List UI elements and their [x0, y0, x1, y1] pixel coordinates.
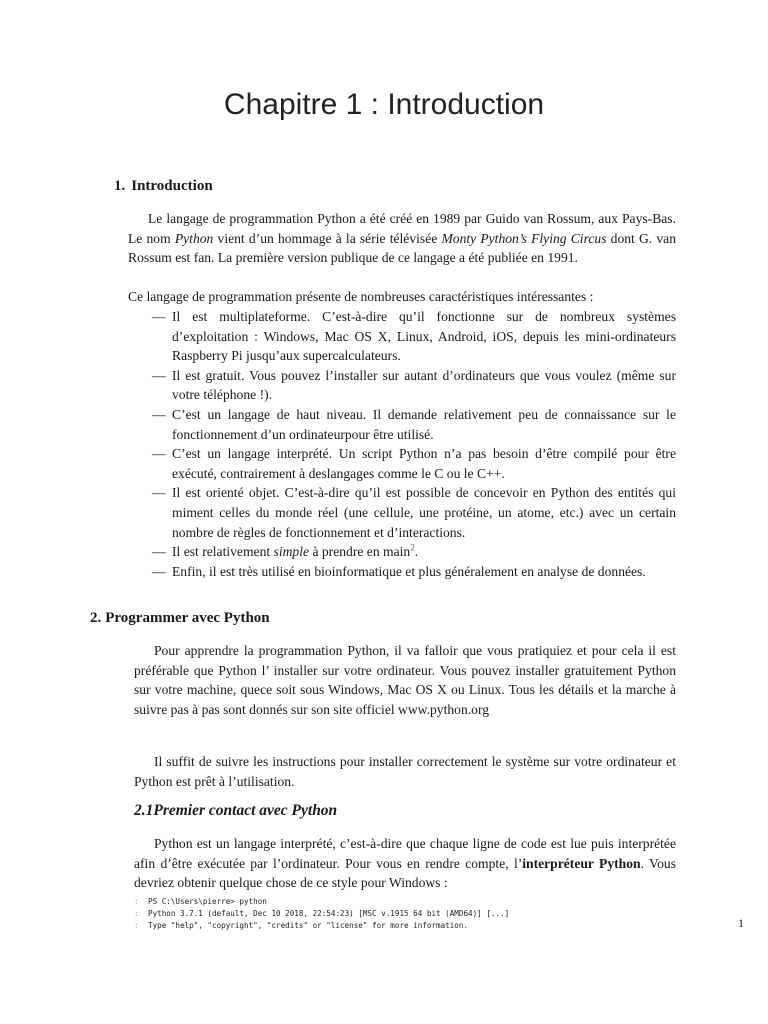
section-2-paragraph-2	[134, 752, 676, 791]
section-2-title: Programmer avec Python	[105, 610, 270, 626]
section-2-para-2-text: Il suffit de suivre les instructions pour installer correctement le système sur votre ordinateur et Python est prêt à l’utilisation.	[134, 754, 676, 789]
section-1-intro-paragraph	[128, 209, 676, 268]
code-block	[134, 896, 509, 932]
section-2-1-number: 2.1	[134, 802, 154, 819]
footnote-ref[interactable]: 2	[410, 542, 415, 553]
bullet-text: Il est relativement	[172, 544, 274, 560]
bullet-text: Il est multiplateforme. C’est-à-dire qu’il fonctionne sur de nombreux systèmes d’exploitation : Windows, Mac OS X, Linux, Android, iOS, depuis les mini-ordinateurs Raspberry Pi jusqu’aux supercalculateurs.	[172, 309, 676, 364]
intro-em-monty: Monty Python’s Flying Circus	[441, 230, 607, 246]
features-intro	[128, 287, 676, 307]
bullet-dash: —	[152, 406, 166, 422]
bullet-dash: —	[152, 309, 166, 324]
bullet-text: Il est gratuit. Vous pouvez l’installer sur autant d’ordinateurs que vous voulez (même sur votre téléphone !).	[172, 367, 676, 403]
bullet-dash: —	[152, 446, 166, 462]
section-2-1-text-1: Python est un langage interprété, c’est-à-dire que chaque ligne de code est lue puis interprétée afin d’être exécutée par l’ordinateur. Pour vous en rendre compte, l’	[134, 836, 676, 871]
bullet-text: .	[414, 544, 419, 560]
features-list	[152, 307, 676, 581]
bullet-em-simple: simple	[273, 544, 310, 560]
code-line: : PS C:\Users\pierre> python	[134, 897, 267, 906]
section-2-1-bold: interpréteur Python	[522, 855, 641, 871]
section-2-para-1-text: Pour apprendre la programmation Python, il va falloir que vous pratiquiez et pour cela il est préférable que Python l’ installer sur votre ordinateur. Vous pouvez installer gratuitement Python sur votre machine, quece soit sous Windows, Mac OS X ou Linux. Tous les détails et la marche à suivre pas à pas sont donnés sur son site officiel www.python.org	[134, 643, 676, 717]
section-1-heading	[114, 178, 213, 195]
list-item	[152, 444, 676, 483]
section-1-title: Introduction	[131, 178, 213, 194]
intro-text-3: dont G. van Rossum est fan. La première version publique de ce langage a été publiée en 1991.	[128, 230, 676, 266]
bullet-text: C’est un langage interprété. Un script Python n’a pas besoin d’être compilé pour être exécuté, contrairement à deslangages comme le C ou le C++.	[172, 446, 676, 481]
intro-text-2: vient d’un hommage à la série télévisée	[213, 230, 442, 246]
list-item	[152, 562, 676, 582]
section-2-1-paragraph	[134, 834, 676, 893]
bullet-text: C’est un langage de haut niveau. Il demande relativement peu de connaissance sur le fonctionnement d’un ordinateurpour être utilisé.	[172, 406, 676, 442]
bullet-dash: —	[152, 485, 166, 501]
section-1-number: 1.	[114, 178, 126, 194]
list-item	[152, 405, 676, 444]
section-2-1-heading	[134, 802, 337, 820]
bullet-text: à prendre en main	[309, 544, 411, 560]
list-item	[152, 307, 676, 366]
list-item	[152, 483, 676, 542]
chapter-title: Chapitre 1 : Introduction	[223, 88, 545, 121]
intro-em-python: Python	[174, 230, 214, 246]
list-item	[152, 542, 676, 562]
intro-text-1: Le langage de programmation Python a été créé en 1989 par Guido van Rossum, aux Pays-Bas. Le nom	[128, 211, 676, 246]
section-2-heading	[90, 610, 270, 627]
bullet-text: Il est orienté objet. C’est-à-dire qu’il est possible de concevoir en Python des entités qui miment celles du monde réel (une cellule, une protéine, un atome, etc.) avec un certain nombre de règles de fonctionnement et d’interactions.	[172, 485, 676, 540]
code-line: : Python 3.7.1 (default, Dec 10 2018, 22:54:23) [MSC v.1915 64 bit (AMD64)] [...]	[134, 909, 510, 918]
section-2-1-title: Premier contact avec Python	[153, 802, 338, 819]
bullet-dash: —	[152, 544, 166, 560]
bullet-dash: —	[152, 563, 166, 579]
section-2-1-text-2: . Vous devriez obtenir quelque chose de ce style pour Windows :	[134, 855, 676, 891]
bullet-text: Enfin, il est très utilisé en bioinformatique et plus généralement en analyse de données.	[172, 563, 646, 579]
section-2-number: 2.	[90, 610, 102, 626]
features-intro-text: Ce langage de programmation présente de nombreuses caractéristiques intéressantes :	[128, 289, 594, 304]
code-line: : Type "help", "copyright", "credits" or "license" for more information.	[134, 921, 469, 930]
bullet-dash: —	[152, 367, 166, 383]
list-item	[152, 366, 676, 405]
section-2-paragraph-1	[134, 641, 676, 719]
page-number: 1	[738, 916, 744, 930]
